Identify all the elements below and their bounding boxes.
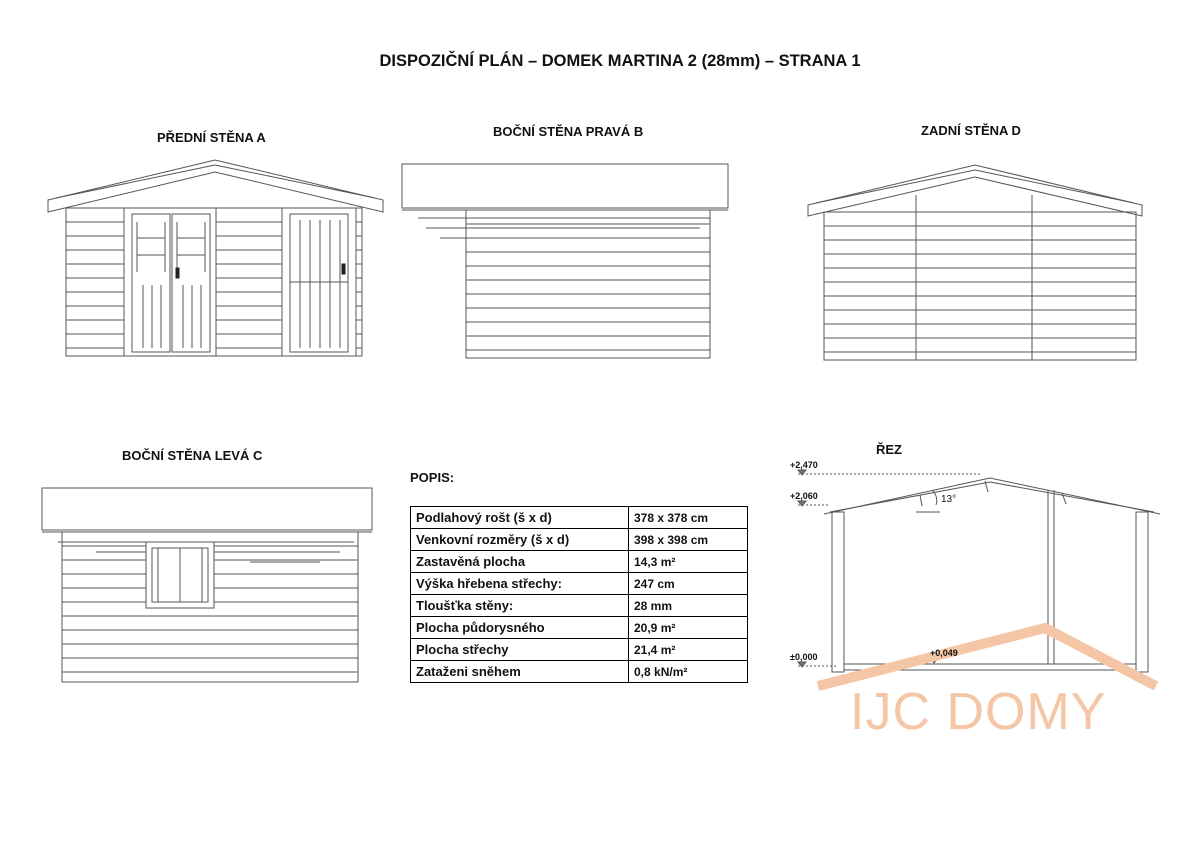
spec-row xyxy=(411,639,748,661)
spec-row xyxy=(411,529,748,551)
eave-elevation: +2,060 xyxy=(790,491,818,501)
spec-key: Podlahový rošt (š x d) xyxy=(411,507,629,529)
spec-key: Zastavěná plocha xyxy=(411,551,629,573)
spec-value: 14,3 m² xyxy=(629,551,748,573)
spec-key: Plocha půdorysného xyxy=(411,617,629,639)
spec-value: 21,4 m² xyxy=(629,639,748,661)
side-left-wall-drawing xyxy=(42,488,372,682)
section-view-label: ŘEZ xyxy=(876,442,902,457)
spec-row xyxy=(411,661,748,683)
side-right-wall-drawing xyxy=(402,164,728,358)
popis-heading: POPIS: xyxy=(410,470,455,485)
ridge-elevation: +2,470 xyxy=(790,460,818,470)
front-wall-drawing xyxy=(48,160,383,356)
spec-row xyxy=(411,573,748,595)
spec-row xyxy=(411,617,748,639)
side-left-view-label: BOČNÍ STĚNA LEVÁ C xyxy=(122,448,263,463)
spec-value: 398 x 398 cm xyxy=(629,529,748,551)
back-wall-drawing xyxy=(808,165,1142,360)
spec-row xyxy=(411,595,748,617)
spec-row xyxy=(411,551,748,573)
back-view-label: ZADNÍ STĚNA D xyxy=(921,123,1021,138)
spec-key: Plocha střechy xyxy=(411,639,629,661)
spec-value: 378 x 378 cm xyxy=(629,507,748,529)
spec-key: Výška hřebena střechy: xyxy=(411,573,629,595)
spec-row xyxy=(411,507,748,529)
spec-key: Zataženi sněhem xyxy=(411,661,629,683)
ground-elevation: ±0,000 xyxy=(790,652,818,662)
roof-angle: 13° xyxy=(941,494,957,505)
side-right-view-label: BOČNÍ STĚNA PRAVÁ B xyxy=(493,124,644,139)
spec-value: 28 mm xyxy=(629,595,748,617)
spec-value: 20,9 m² xyxy=(629,617,748,639)
logo-roof-icon xyxy=(818,628,1156,686)
spec-table xyxy=(410,506,748,683)
front-view-label: PŘEDNÍ STĚNA A xyxy=(157,130,266,145)
spec-value: 247 cm xyxy=(629,573,748,595)
floor-elevation: +0,049 xyxy=(930,648,958,658)
page-title: DISPOZIČNÍ PLÁN – DOMEK MARTINA 2 (28mm) – STRANA 1 xyxy=(379,52,861,70)
spec-key: Venkovní rozměry (š x d) xyxy=(411,529,629,551)
spec-key: Tloušťka stěny: xyxy=(411,595,629,617)
spec-value: 0,8 kN/m² xyxy=(629,661,748,683)
company-logo: IJC DOMY xyxy=(850,683,1107,741)
